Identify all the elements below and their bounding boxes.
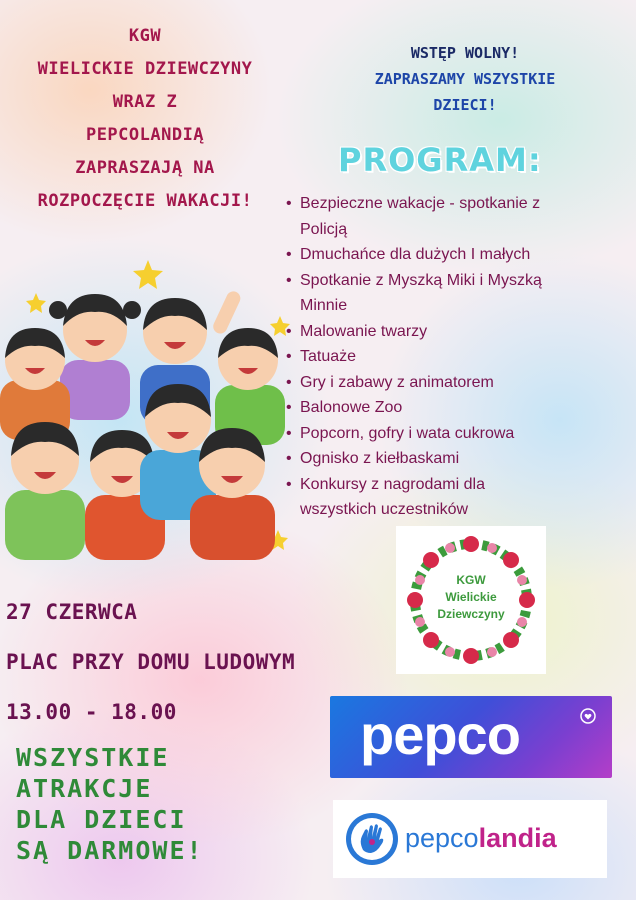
event-time: 13.00 - 18.00 — [6, 700, 177, 724]
program-item: • Spotkanie z Myszką Miki i Myszką — [284, 268, 629, 294]
child-figure — [215, 328, 285, 445]
program-item: • Bezpieczne wakacje - spotkanie z — [284, 191, 629, 217]
free-attractions-note — [16, 742, 204, 866]
pepco-logo — [330, 696, 612, 778]
program-item: • Tatuaże — [284, 344, 629, 370]
entry-line: DZIECI! — [433, 96, 497, 114]
pepcolandia-wordmark: pepcolandia — [405, 823, 557, 853]
kgw-wreath-logo — [396, 526, 546, 674]
bullet-icon: • — [286, 322, 292, 340]
pepcolandia-logo — [333, 800, 607, 878]
bullet-icon: • — [286, 348, 292, 365]
free-line: SĄ DARMOWE! — [16, 836, 204, 865]
event-place: PLAC PRZY DOMU LUDOWYM — [6, 650, 296, 674]
child-figure — [5, 422, 85, 560]
hand-icon — [345, 812, 399, 866]
program-item: Policją — [300, 220, 348, 238]
program-item: • Balonowe Zoo — [284, 395, 629, 421]
heading-line: PEPCOLANDIĄ — [85, 125, 205, 145]
heading-line: ROZPOCZĘCIE WAKACJI! — [37, 191, 253, 211]
poster-heading — [0, 20, 290, 218]
program-item: Minnie — [300, 297, 348, 314]
bullet-icon: • — [286, 424, 292, 442]
entry-line: ZAPRASZAMY WSZYSTKIE — [374, 70, 556, 88]
bullet-icon: • — [286, 475, 292, 493]
bullet-icon: • — [286, 450, 292, 467]
program-item: • Popcorn, gofry i wata cukrowa — [284, 421, 629, 447]
program-list — [284, 191, 629, 523]
heading-line: ZAPRASZAJĄ NA — [75, 158, 215, 178]
free-line: DLA DZIECI — [16, 805, 187, 834]
event-date: 27 CZERWCA — [6, 600, 138, 624]
wreath-text: KGW Wielickie Dziewczyny — [437, 573, 505, 621]
program-title: PROGRAM: — [338, 141, 542, 179]
bullet-icon: • — [286, 246, 292, 263]
program-item: • Gry i zabawy z animatorem — [284, 370, 629, 396]
kids-illustration — [0, 260, 300, 560]
bullet-icon: • — [286, 399, 292, 416]
heart-icon — [580, 708, 596, 724]
bullet-icon: • — [286, 195, 292, 212]
program-item: • Konkursy z nagrodami dla — [284, 472, 629, 498]
bullet-icon: • — [286, 271, 292, 289]
free-line: ATRAKCJE — [16, 774, 153, 803]
free-line: WSZYSTKIE — [16, 743, 170, 772]
heading-line: WRAZ Z — [112, 92, 178, 112]
heading-line: KGW — [128, 26, 162, 46]
heading-line: WIELICKIE DZIEWCZYNY — [37, 59, 253, 79]
bullet-icon: • — [286, 373, 292, 391]
program-item: • Ognisko z kiełbaskami — [284, 446, 629, 472]
entry-info — [330, 40, 600, 118]
program-item: • Dmuchańce dla dużych I małych — [284, 242, 629, 268]
pepco-wordmark: pepco — [360, 703, 520, 766]
entry-line: WSTĘP WOLNY! — [410, 44, 520, 62]
program-item: wszystkich uczestników — [300, 501, 469, 518]
program-item: • Malowanie twarzy — [284, 319, 629, 345]
